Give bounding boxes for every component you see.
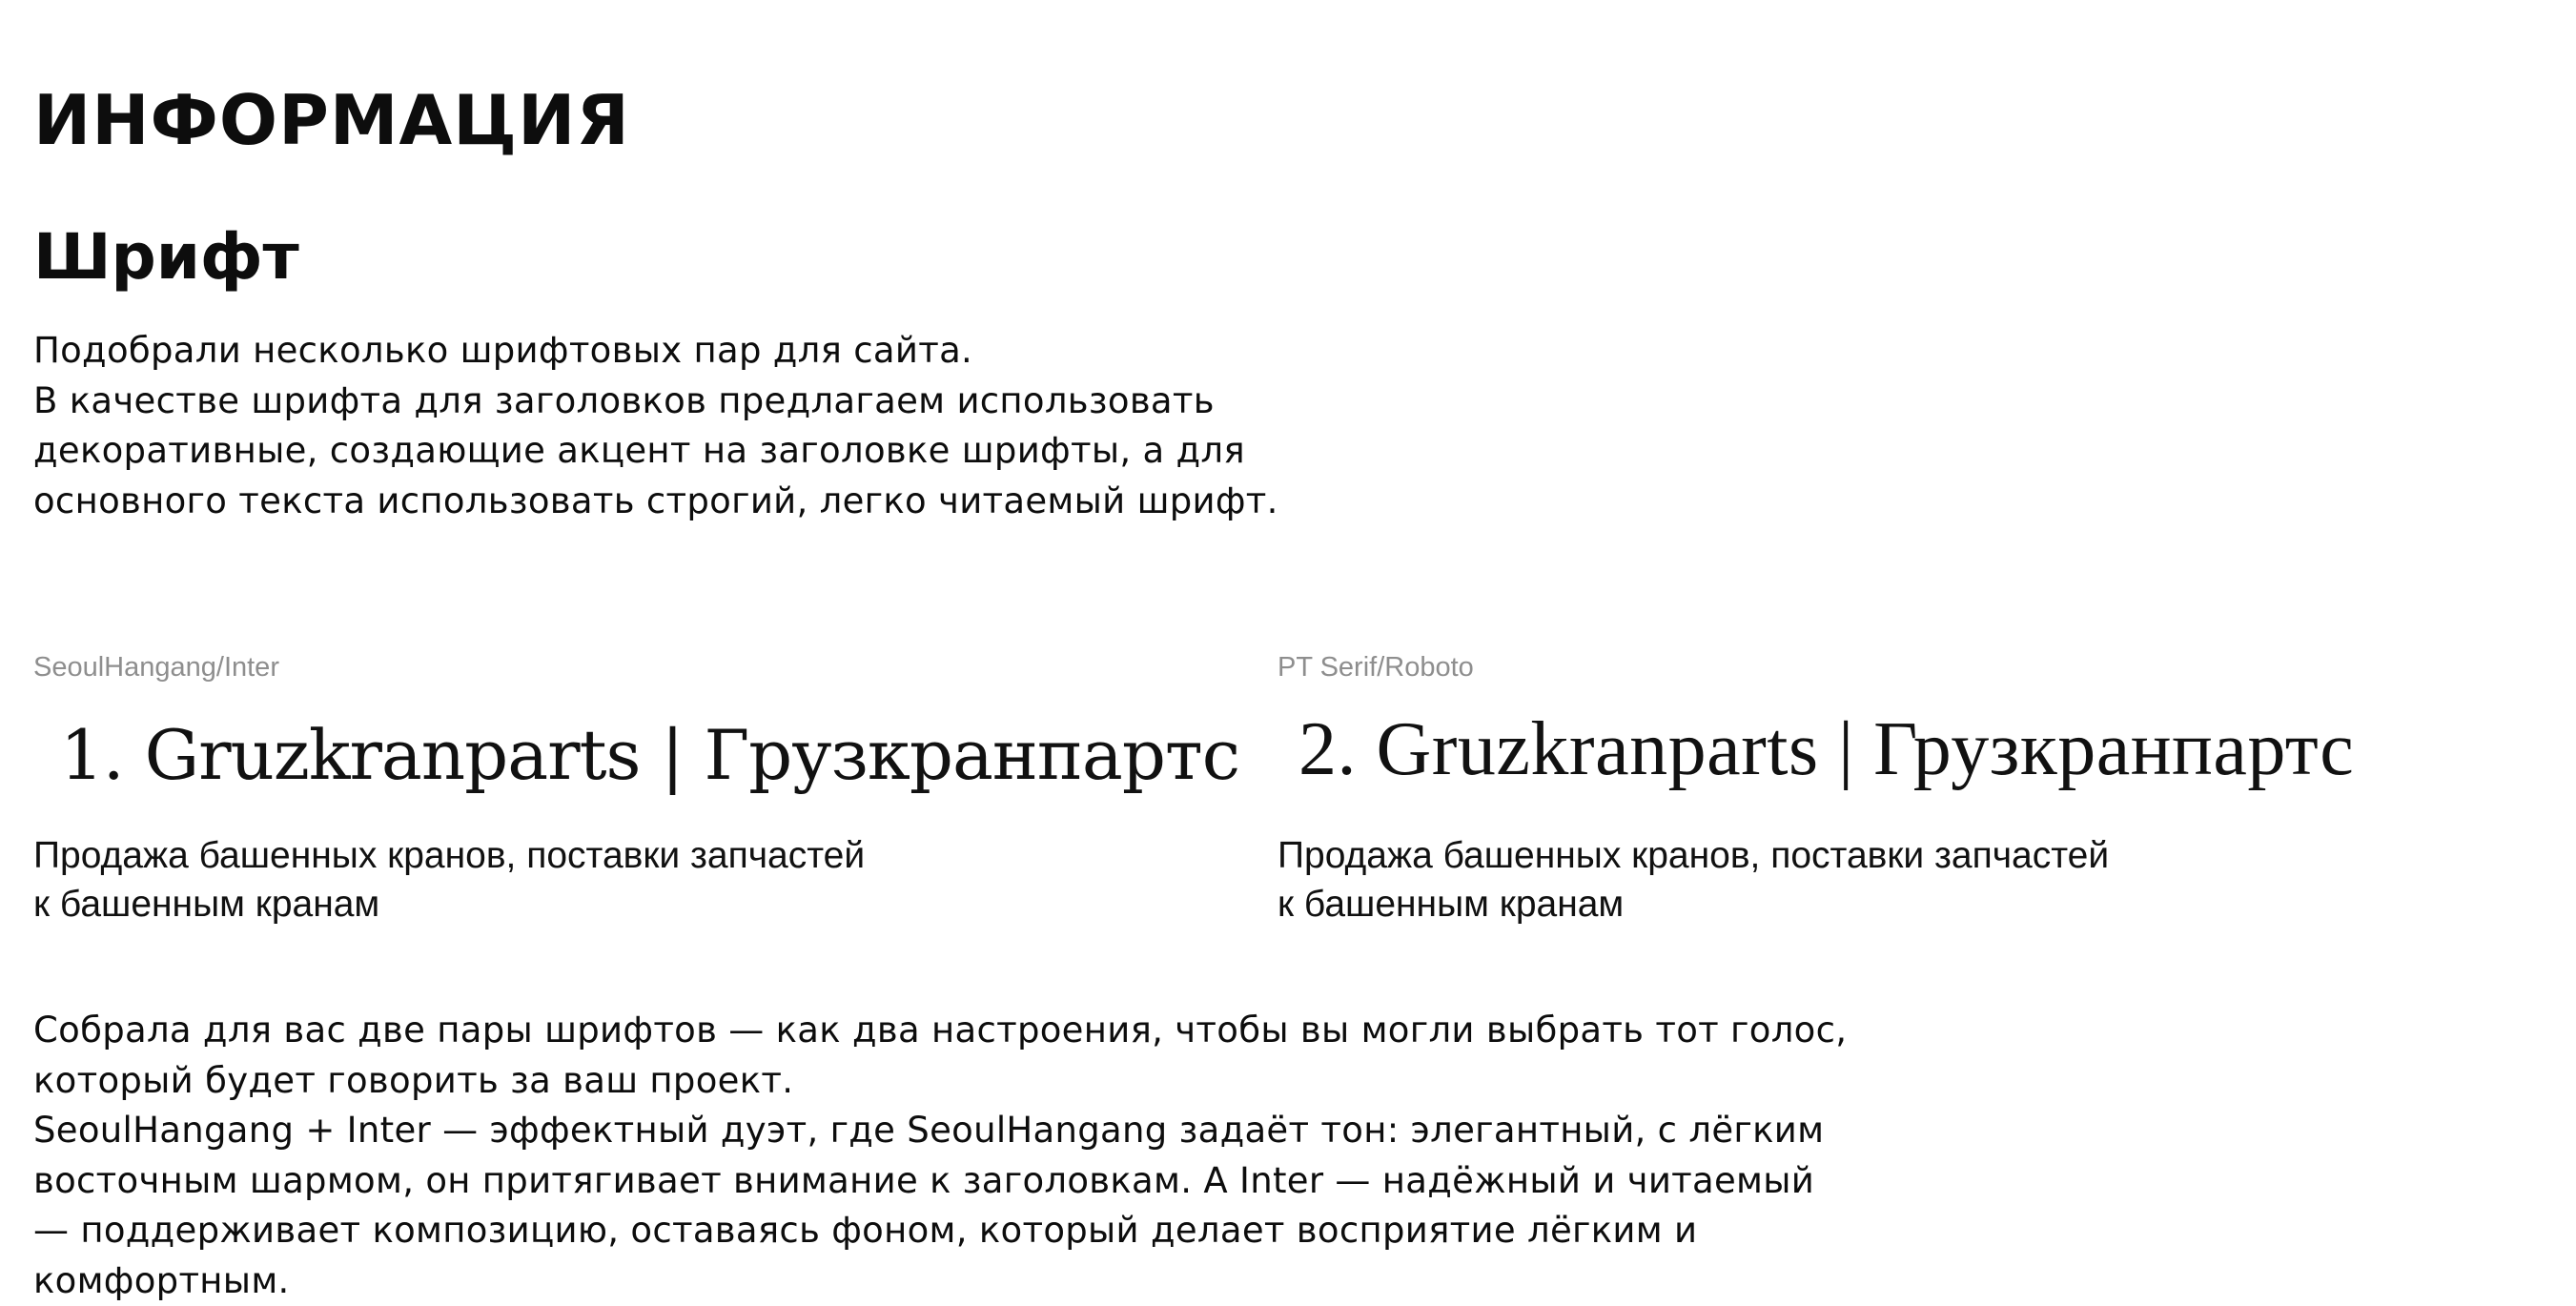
- outro-line: Собрала для вас две пары шрифтов — как два настроения, чтобы вы могли выбрать тот голос,: [33, 1006, 2321, 1056]
- font-pair-body: [1278, 831, 2479, 928]
- outro-line: восточным шармом, он притягивает внимание к заголовкам. А Inter — надёжный и читаемый: [33, 1156, 2321, 1207]
- page-title: ИНФОРМАЦИЯ: [33, 72, 630, 168]
- outro-line: комфортным.: [33, 1256, 2321, 1306]
- intro-line: Подобрали несколько шрифтовых пар для сайта.: [33, 326, 1559, 377]
- intro-line: основного текста использовать строгий, легко читаемый шрифт.: [33, 477, 1559, 527]
- outro-line: SeoulHangang + Inter — эффектный дуэт, где SeoulHangang задаёт тон: элегантный, с лёгким: [33, 1106, 2321, 1156]
- font-pair-1: [33, 648, 1235, 928]
- outro-line: — поддерживает композицию, оставаясь фоном, который делает восприятие лёгким и: [33, 1206, 2321, 1256]
- outro-line: который будет говорить за ваш проект.: [33, 1056, 2321, 1107]
- font-pair-specimen: 2. Gruzkranparts | Грузкранпартс: [1278, 702, 2479, 797]
- font-pair-label: PT Serif/Roboto: [1278, 648, 2479, 686]
- outro-paragraph: [33, 1006, 2321, 1306]
- font-pair-body-line: к башенным кранам: [1278, 880, 2479, 928]
- intro-line: декоративные, создающие акцент на заголовке шрифты, а для: [33, 426, 1559, 477]
- font-pair-body: [33, 831, 1235, 928]
- intro-line: В качестве шрифта для заголовков предлагаем использовать: [33, 377, 1559, 427]
- intro-paragraph: [33, 326, 1559, 526]
- font-pair-body-line: к башенным кранам: [33, 880, 1235, 928]
- font-pair-body-line: Продажа башенных кранов, поставки запчастей: [1278, 831, 2479, 880]
- section-title: Шрифт: [33, 212, 299, 303]
- font-pair-body-line: Продажа башенных кранов, поставки запчастей: [33, 831, 1235, 880]
- font-pair-label: SeoulHangang/Inter: [33, 648, 1235, 686]
- font-pair-specimen: 1. Gruzkranparts | Грузкранпартс: [33, 707, 1235, 803]
- font-pair-2: [1278, 648, 2479, 928]
